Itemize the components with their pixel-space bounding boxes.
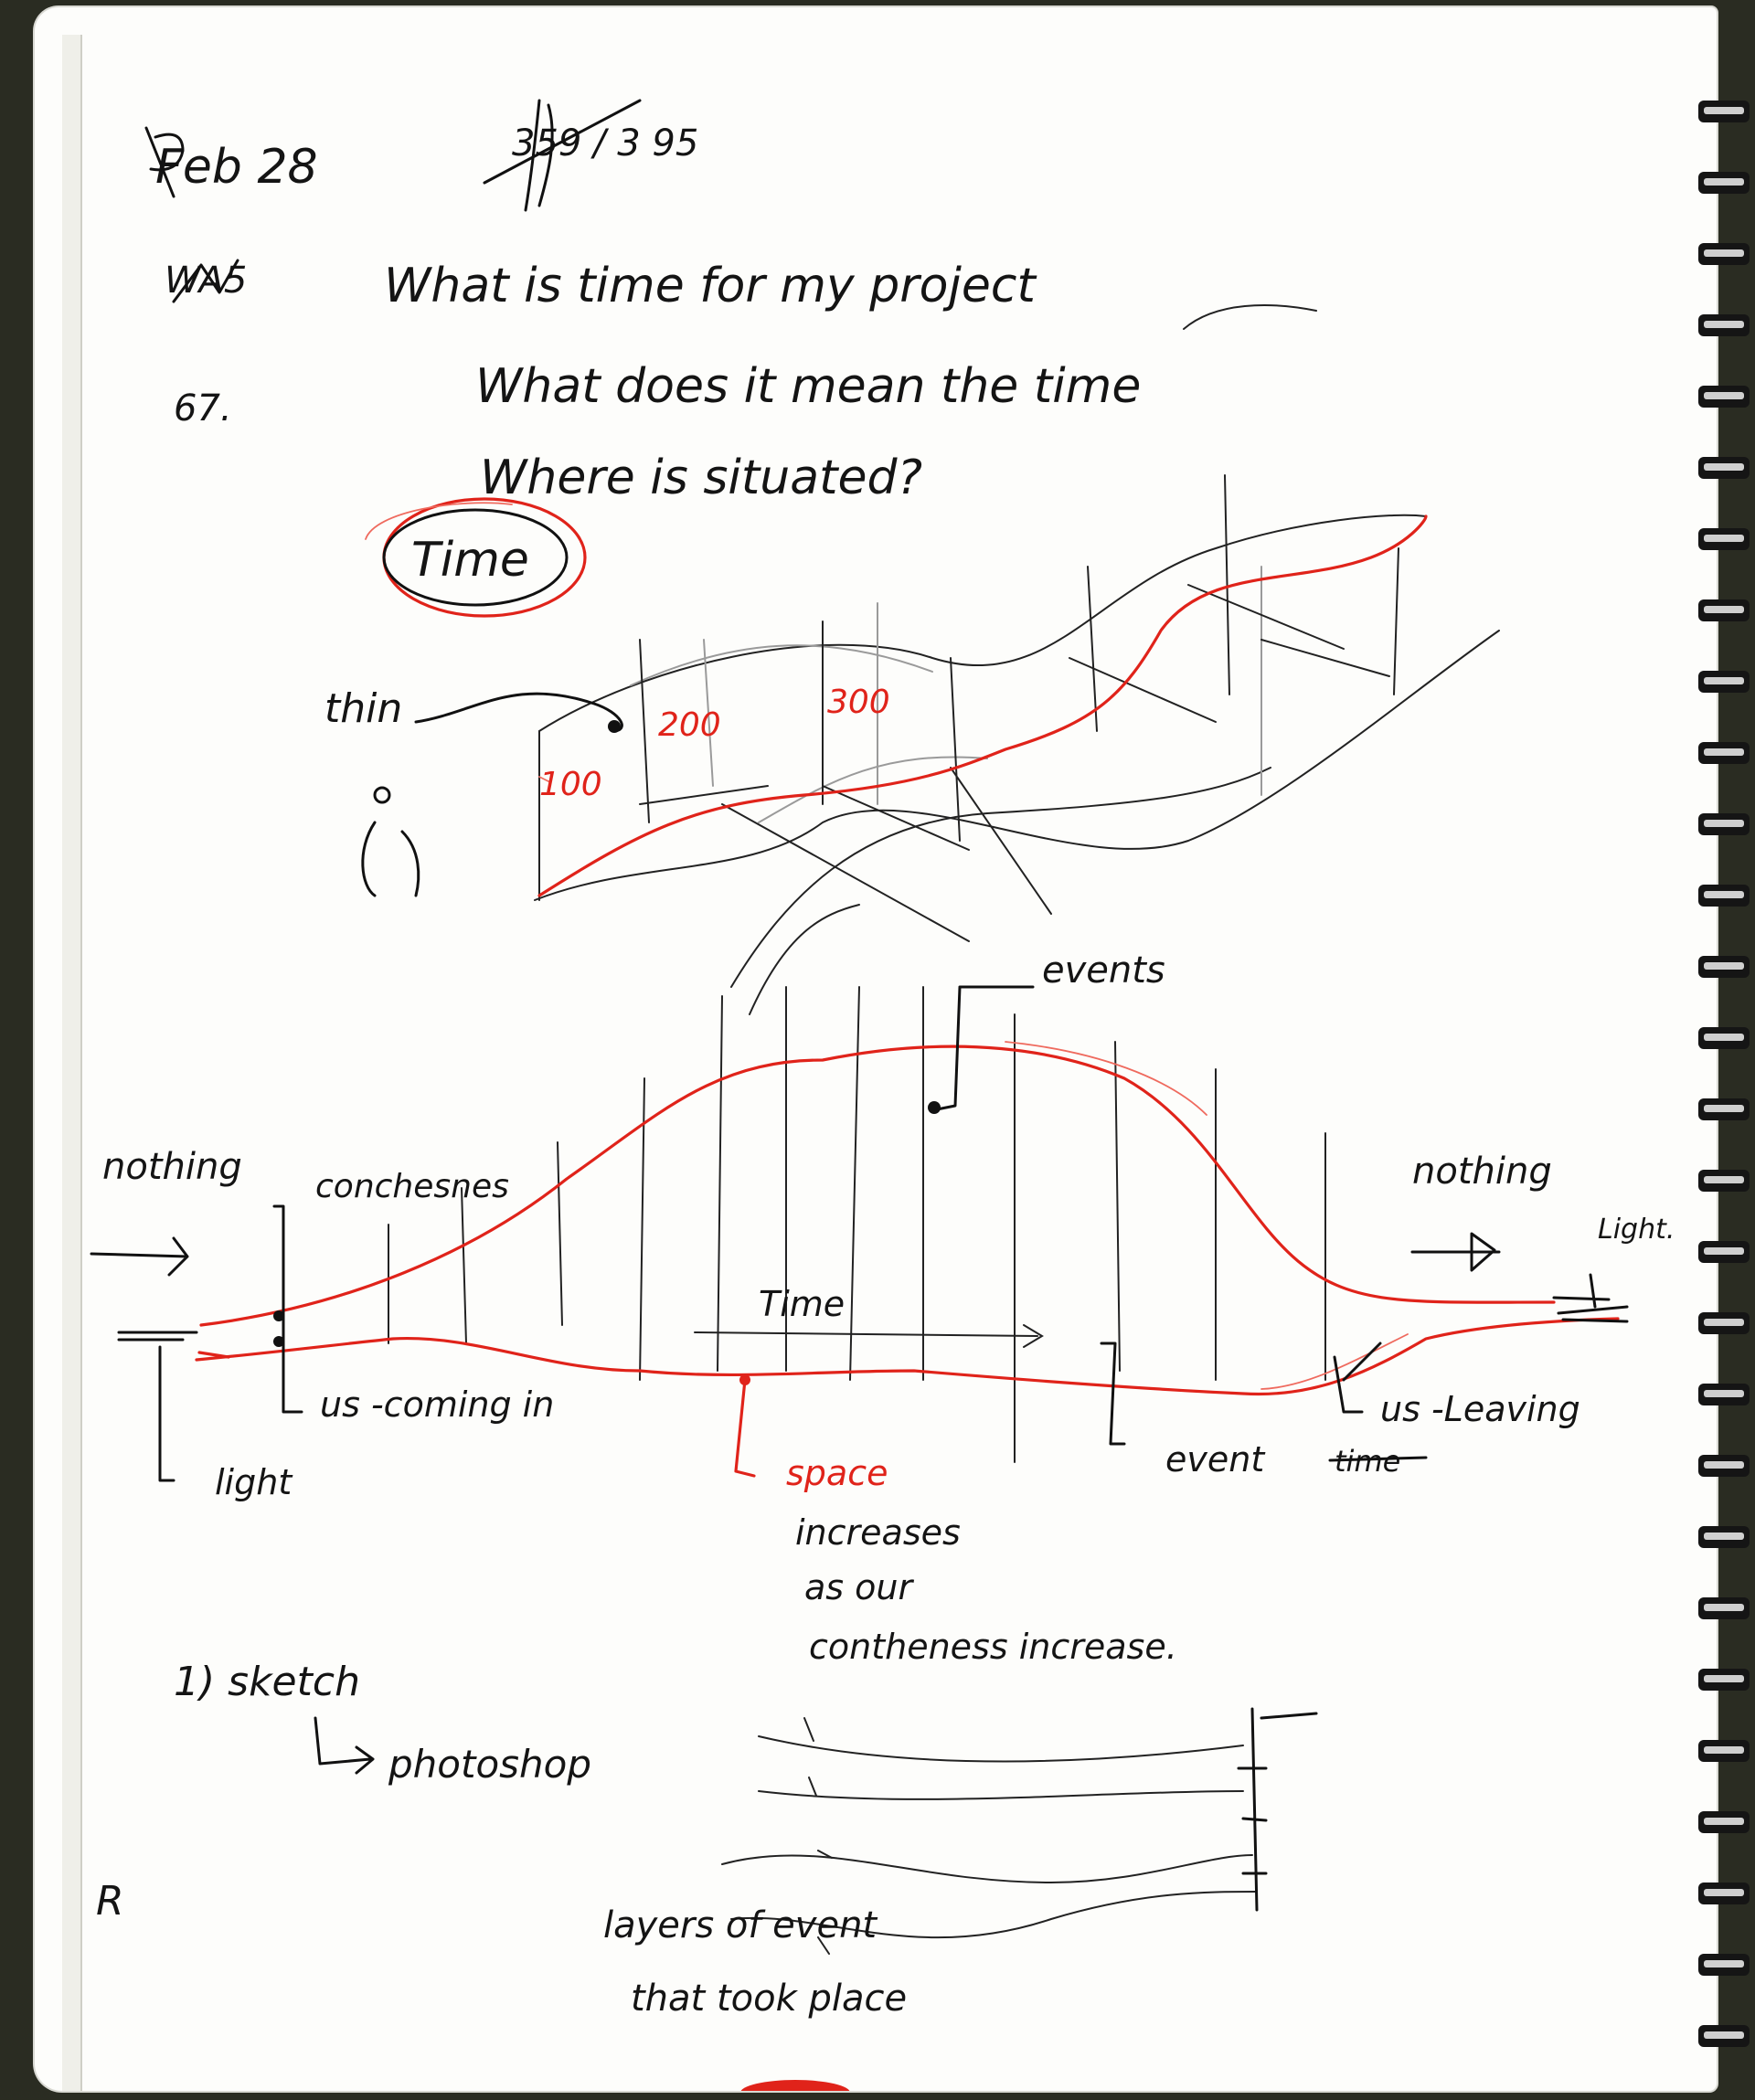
binding-ring	[1698, 101, 1750, 122]
binding-ring	[1698, 813, 1750, 835]
red-ink-blot	[740, 2080, 850, 2091]
numbers-scribble: 359 / 3 95	[512, 122, 699, 164]
marker-100: 100	[539, 766, 602, 803]
binding-ring	[1698, 956, 1750, 978]
binding-ring	[1698, 528, 1750, 550]
step-1-sub: photoshop	[388, 1742, 591, 1787]
binding-ring	[1698, 1241, 1750, 1263]
space-note-3: as our	[804, 1567, 913, 1607]
time-circle-label: Time	[411, 533, 529, 588]
event-bottom-label: event	[1165, 1439, 1265, 1480]
thin-arrow	[416, 694, 622, 731]
left-nothing-label: nothing	[102, 1146, 242, 1188]
binding-ring	[1698, 2025, 1750, 2047]
binding-ring	[1698, 885, 1750, 907]
bottom-notes	[96, 1659, 591, 1925]
right-nothing-label: nothing	[1412, 1151, 1552, 1193]
binding-ring	[1698, 243, 1750, 265]
marker-200: 200	[658, 706, 721, 744]
binding-ring	[1698, 742, 1750, 764]
time-label: Time	[759, 1284, 846, 1324]
binding-ring	[1698, 1740, 1750, 1762]
binding-ring	[1698, 1526, 1750, 1548]
layers-caption-1: layers of event	[603, 1904, 878, 1946]
question-3: Where is situated?	[480, 451, 923, 505]
marker-300: 300	[827, 684, 890, 721]
binding-ring	[1698, 1027, 1750, 1049]
events-label: events	[1042, 949, 1165, 992]
sketch-canvas	[35, 7, 1717, 2091]
layers-sketch	[603, 1709, 1316, 2020]
notebook-page	[35, 7, 1717, 2091]
binding-ring	[1698, 1098, 1750, 1120]
crossed-word: time	[1335, 1444, 1401, 1479]
binding-ring	[1698, 599, 1750, 621]
consciousness-label: conchesnes	[315, 1168, 509, 1205]
us-leaving-label: us -Leaving	[1380, 1389, 1580, 1429]
binding-ring	[1698, 1384, 1750, 1405]
binding-ring	[1698, 1455, 1750, 1477]
binding-ring	[1698, 671, 1750, 693]
step-1-label: 1) sketch	[174, 1659, 360, 1705]
space-note-2: increases	[795, 1512, 961, 1553]
question-2: What does it mean the time	[475, 359, 1142, 414]
binding-ring	[1698, 1954, 1750, 1976]
binding-ring	[1698, 1811, 1750, 1833]
space-note-4: contheness increase.	[809, 1627, 1177, 1667]
binding-ring	[1698, 1170, 1750, 1192]
binding-ring	[1698, 1883, 1750, 1904]
binding-ring	[1698, 1312, 1750, 1334]
layers-caption-2: that took place	[631, 1978, 908, 2020]
binding-ring	[1698, 386, 1750, 408]
left-mark-1: WA5	[165, 260, 248, 302]
spiral-binding	[1691, 0, 1755, 2100]
binding-ring	[1698, 172, 1750, 194]
light-left-label: light	[215, 1462, 292, 1502]
questions-block	[384, 259, 1316, 505]
question-1: What is time for my project	[384, 259, 1036, 313]
binding-ring	[1698, 1669, 1750, 1691]
time-circle	[366, 499, 585, 616]
left-mark-2: 67.	[174, 387, 232, 430]
space-note-1: space	[786, 1453, 888, 1493]
date-scribble: Feb 28	[155, 140, 318, 195]
binding-ring	[1698, 457, 1750, 479]
binding-ring	[1698, 314, 1750, 336]
thin-label: thin	[324, 685, 403, 732]
small-figure	[363, 822, 419, 896]
corner-mark: R	[96, 1878, 124, 1925]
us-coming-in-label: us -coming in	[320, 1384, 555, 1425]
binding-ring	[1698, 1597, 1750, 1619]
main-timeline	[91, 949, 1675, 1667]
light-right-label: Light.	[1598, 1214, 1675, 1246]
